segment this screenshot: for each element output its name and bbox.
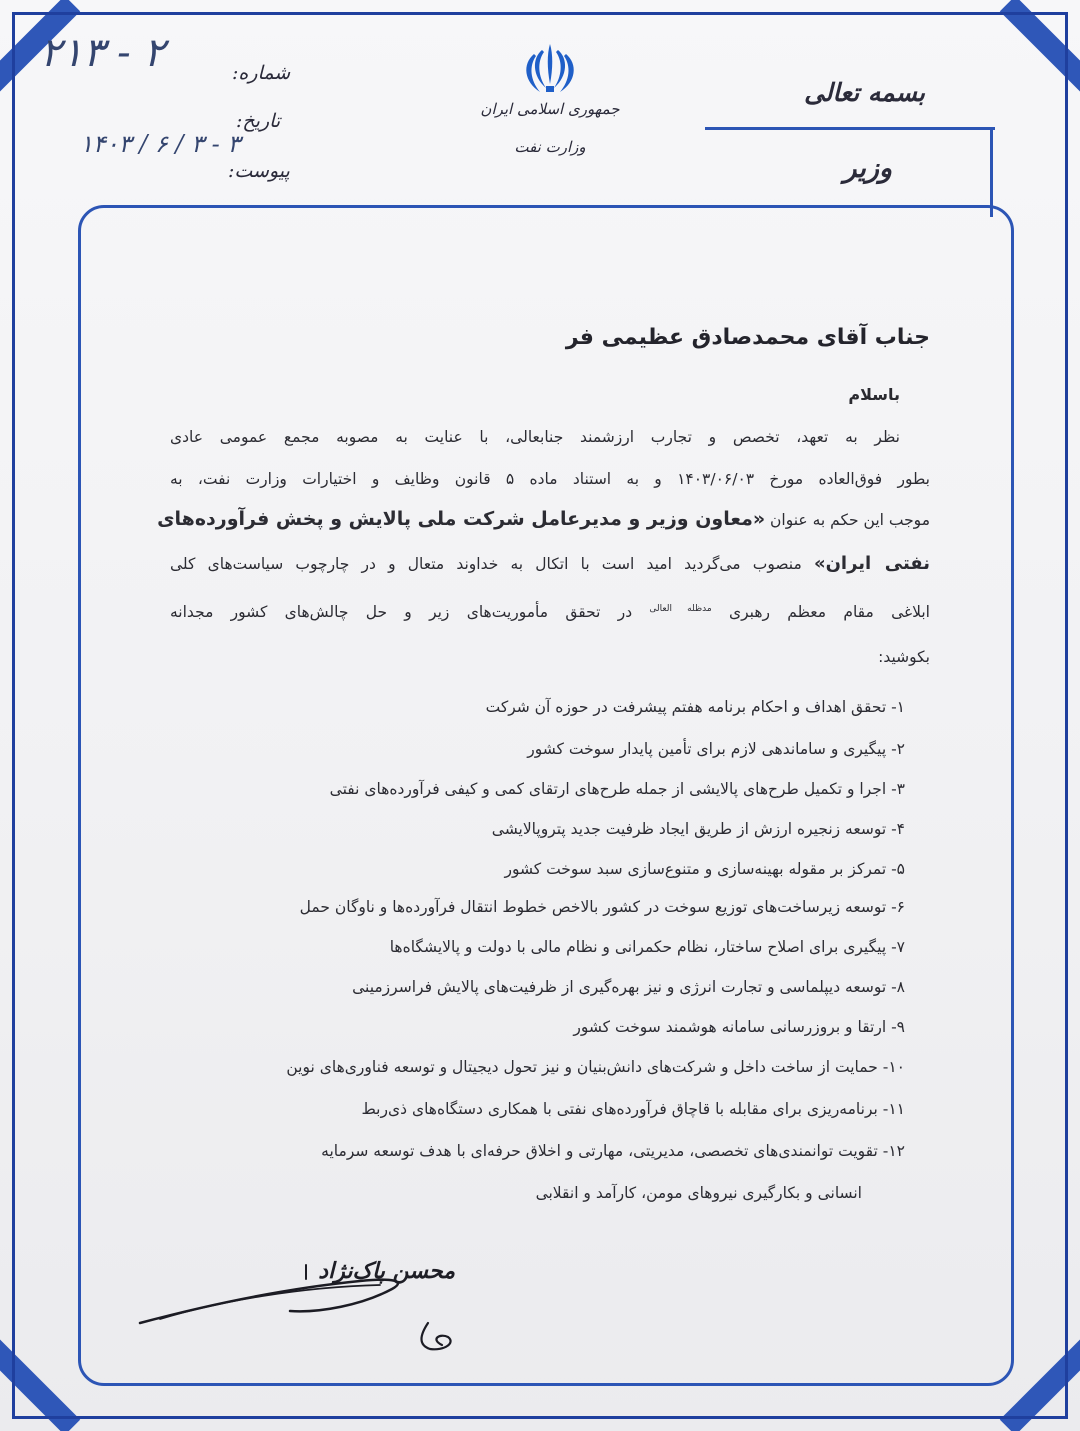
paragraph-line-1: نظر به تعهد، تخصص و تجارب ارزشمند جنابعالی، با عنایت به مصوبه مجمع عمومی عادی — [170, 428, 900, 446]
header-rule — [705, 127, 995, 130]
handwritten-signature — [130, 1245, 490, 1359]
list-item-4: ۴- توسعه زنجیره ارزش از طریق ایجاد ظرفیت جدید پتروپالایشی — [491, 820, 905, 838]
list-item-1: ۱- تحقق اهداف و احکام برنامه هفتم پیشرفت در حوزه آن شرکت — [485, 698, 905, 716]
greeting: باسلام — [848, 385, 900, 404]
list-item-10: ۱۰- حمایت از ساخت داخل و شرکت‌های دانش‌بنیان و نیز تحول دیجیتال و توسعه فناوری‌های نوین — [286, 1058, 905, 1076]
ministry-name: وزارت نفت — [514, 138, 586, 156]
attachment-label: پیوست: — [228, 160, 290, 182]
appointment-title: «معاون وزیر و مدیرعامل شرکت ملی پالایش و پخش فرآورده‌های — [157, 508, 766, 530]
list-item-2: ۲- پیگیری و ساماندهی لازم برای تأمین پایدار سوخت کشور — [527, 740, 905, 758]
list-item-5: ۵- تمرکز بر مقوله بهینه‌سازی و متنوع‌سازی سبد سوخت کشور — [504, 860, 905, 878]
iran-emblem-icon — [500, 40, 600, 96]
number-value: ۲۱۳ - ۲ — [40, 30, 165, 76]
appointment-title-end: نفتی ایران» — [813, 553, 931, 574]
header-rule-vertical — [990, 127, 993, 217]
list-item-6: ۶- توسعه زیرساخت‌های توزیع سوخت در کشور بالاخص خطوط انتقال فرآورده‌ها و ناوگان حمل — [299, 898, 905, 916]
paragraph-line-4: نفتی ایران» منصوب می‌گردید امید است با اتکال به خداوند متعال و در چارچوب سیاست‌های کلی — [170, 553, 931, 574]
paragraph-line-6: بکوشید: — [878, 648, 930, 666]
list-item-11: ۱۱- برنامه‌ریزی برای مقابله با قاچاق فرآورده‌های نفتی با همکاری دستگاه‌های ذی‌ربط — [361, 1100, 905, 1118]
number-label: شماره: — [232, 62, 291, 84]
list-item-7: ۷- پیگیری برای اصلاح ساختار، نظام حکمرانی و نظام مالی با دولت و پالایشگاه‌ها — [389, 938, 905, 956]
paragraph-line-5-start: ابلاغی مقام معظم رهبری — [728, 603, 930, 621]
invocation-text: بسمه تعالی — [804, 78, 925, 107]
corner-band-bottom-left — [0, 1335, 80, 1431]
government-name: جمهوری اسلامی ایران — [480, 100, 620, 118]
date-label: تاریخ: — [236, 110, 281, 132]
paragraph-line-5-end: در تحقق مأموریت‌های زیر و حل چالش‌های کشور مجدانه — [170, 603, 633, 621]
list-item-12-continuation: انسانی و بکارگیری نیروهای مومن، کارآمد و انقلابی — [535, 1184, 862, 1202]
addressee: جناب آقای محمدصادق عظیمی فر — [565, 325, 930, 350]
list-item-8: ۸- توسعه دیپلماسی و تجارت انرژی و نیز بهره‌گیری از ظرفیت‌های پالایش فراسرزمینی — [352, 978, 905, 996]
list-item-3: ۳- اجرا و تکمیل طرح‌های پالایشی از جمله طرح‌های ارتقای کمی و کیفی فرآورده‌های نفتی — [329, 780, 905, 798]
paragraph-line-3-prefix: موجب این حکم به عنوان — [765, 511, 930, 529]
date-value: ۱۴۰۳ / ۶ / ۳ - ۳ — [80, 130, 241, 158]
paragraph-line-3 — [157, 508, 930, 530]
corner-band-bottom-right — [1000, 1335, 1080, 1431]
signer-name: محسن پاک‌نژاد — [318, 1258, 455, 1284]
paragraph-line-5 — [170, 603, 930, 621]
paragraph-line-2: بطور فوق‌العاده مورخ ۱۴۰۳/۰۶/۰۳ و به استناد ماده ۵ قانون وظایف و اختیارات وزارت نفت، به — [170, 470, 930, 488]
leader-honorific: مدظله العالی — [649, 603, 712, 614]
corner-band-top-right — [1000, 0, 1080, 96]
sender-title: وزیر — [843, 153, 892, 184]
list-item-9: ۹- ارتقا و بروزرسانی سامانه هوشمند سوخت کشور — [573, 1018, 905, 1036]
list-item-12: ۱۲- تقویت توانمندی‌های تخصصی، مدیریتی، مهارتی و اخلاق حرفه‌ای با هدف توسعه سرمایه — [321, 1142, 905, 1160]
